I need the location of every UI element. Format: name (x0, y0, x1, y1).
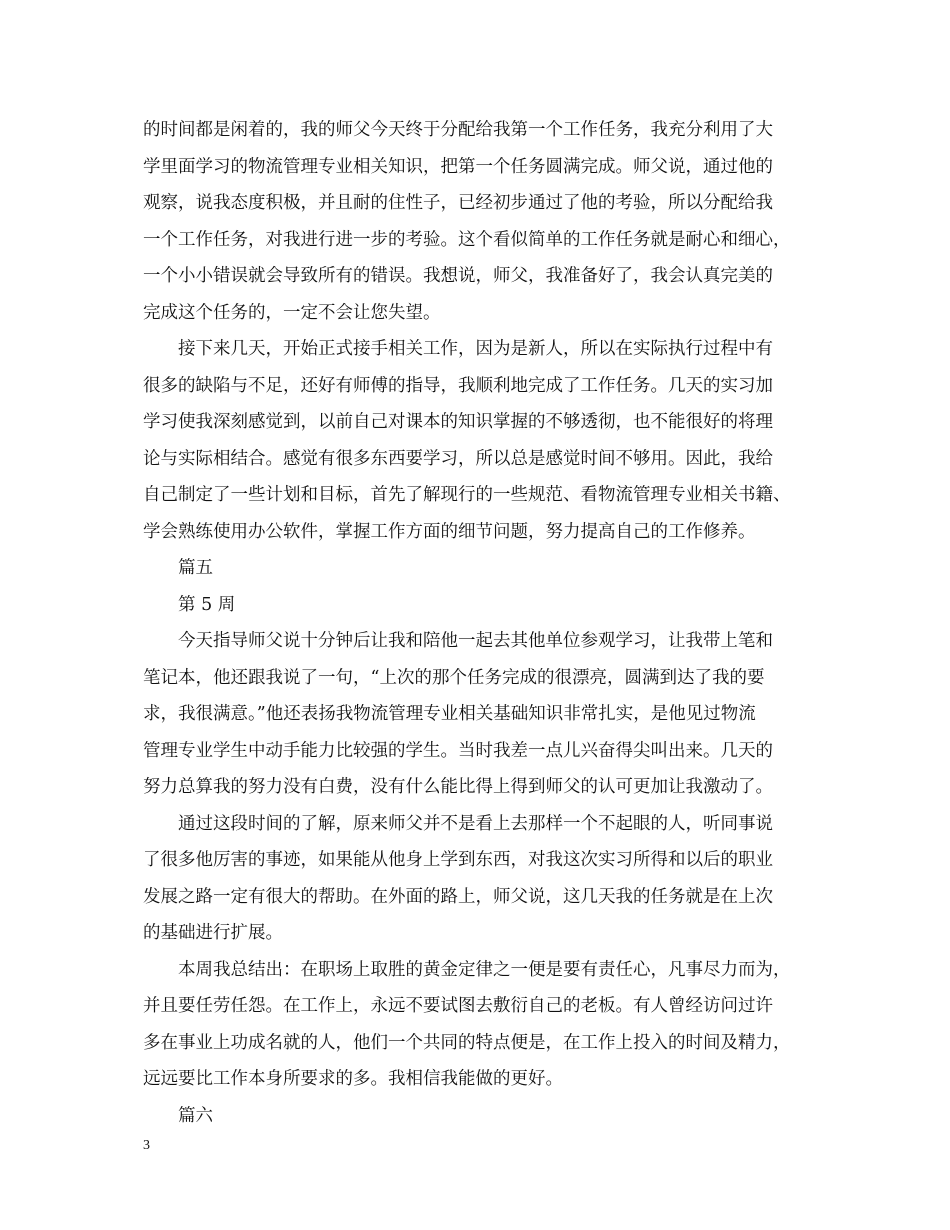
text-line: 学会熟练使用办公软件，掌握工作方面的细节问题，努力提高自己的工作修养。 (143, 521, 756, 542)
text-line: 的基础进行扩展。 (143, 923, 283, 943)
text-line: 远远要比工作本身所要求的多。我相信我能做的更好。 (143, 1069, 563, 1089)
text-line: 自己制定了一些计划和目标，首先了解现行的一些规范、看物流管理专业相关书籍、 (143, 485, 791, 505)
text-line: 管理专业学生中动手能力比较强的学生。当时我差一点儿兴奋得尖叫出来。几天的 (143, 740, 773, 761)
text-line: 学里面学习的物流管理专业相关知识，把第一个任务圆满完成。师父说，通过他的 (143, 156, 773, 177)
text-line: 观察，说我态度积极，并且耐的住性子，已经初步通过了他的考验，所以分配给我 (143, 193, 773, 213)
text-line: 发展之路一定有很大的帮助。在外面的路上，师父说，这几天我的任务就是在上次 (143, 886, 773, 907)
text-line: 笔记本，他还跟我说了一句，“上次的那个任务完成的很漂亮，圆满到达了我的要 (143, 667, 765, 688)
text-line: 的时间都是闲着的，我的师父今天终于分配给我第一个工作任务，我充分利用了大 (143, 120, 773, 140)
text-line: 完成这个任务的，一定不会让您失望。 (143, 302, 441, 323)
text-line: 了很多他厉害的事迹，如果能从他身上学到东西，对我这次实习所得和以后的职业 (143, 850, 773, 870)
text-line: 接下来几天，开始正式接手相关工作，因为是新人，所以在实际执行过程中有 (178, 339, 773, 359)
text-line: 很多的缺陷与不足，还好有师傅的指导，我顺利地完成了工作任务。几天的实习加 (143, 375, 773, 396)
text-line: 多在事业上功成名就的人，他们一个共同的特点便是，在工作上投入的时间及精力， (143, 1032, 791, 1053)
text-line: 篇五 (178, 558, 213, 578)
text-line: 一个工作任务，对我进行进一步的考验。这个看似简单的工作任务就是耐心和细心， (143, 229, 791, 250)
text-line: 本周我总结出：在职场上取胜的黄金定律之一便是要有责任心，凡事尽力而为， (178, 959, 791, 980)
page-number: 3 (143, 1138, 150, 1153)
document-body (143, 112, 813, 1134)
text-line: 一个小小错误就会导致所有的错误。我想说，师父，我准备好了，我会认真完美的 (143, 266, 773, 286)
text-line: 第 5 周 (178, 594, 236, 615)
text-line: 并且要任劳任怨。在工作上，永远不要试图去敷衍自己的老板。有人曾经访问过许 (143, 996, 773, 1016)
text-line: 求，我很满意。”他还表扬我物流管理专业相关基础知识非常扎实，是他见过物流 (143, 704, 756, 724)
text-line: 努力总算我的努力没有白费，没有什么能比得上得到师父的认可更加让我激动了。 (143, 777, 773, 797)
text-line: 论与实际相结合。感觉有很多东西要学习，所以总是感觉时间不够用。因此，我给 (143, 448, 773, 469)
text-line: 学习使我深刻感觉到，以前自己对课本的知识掌握的不够透彻，也不能很好的将理 (143, 412, 773, 432)
text-line: 通过这段时间的了解，原来师父并不是看上去那样一个不起眼的人，听同事说 (178, 813, 773, 834)
text-line: 今天指导师父说十分钟后让我和陪他一起去其他单位参观学习，让我带上笔和 (178, 631, 773, 651)
text-line: 篇六 (178, 1105, 213, 1126)
